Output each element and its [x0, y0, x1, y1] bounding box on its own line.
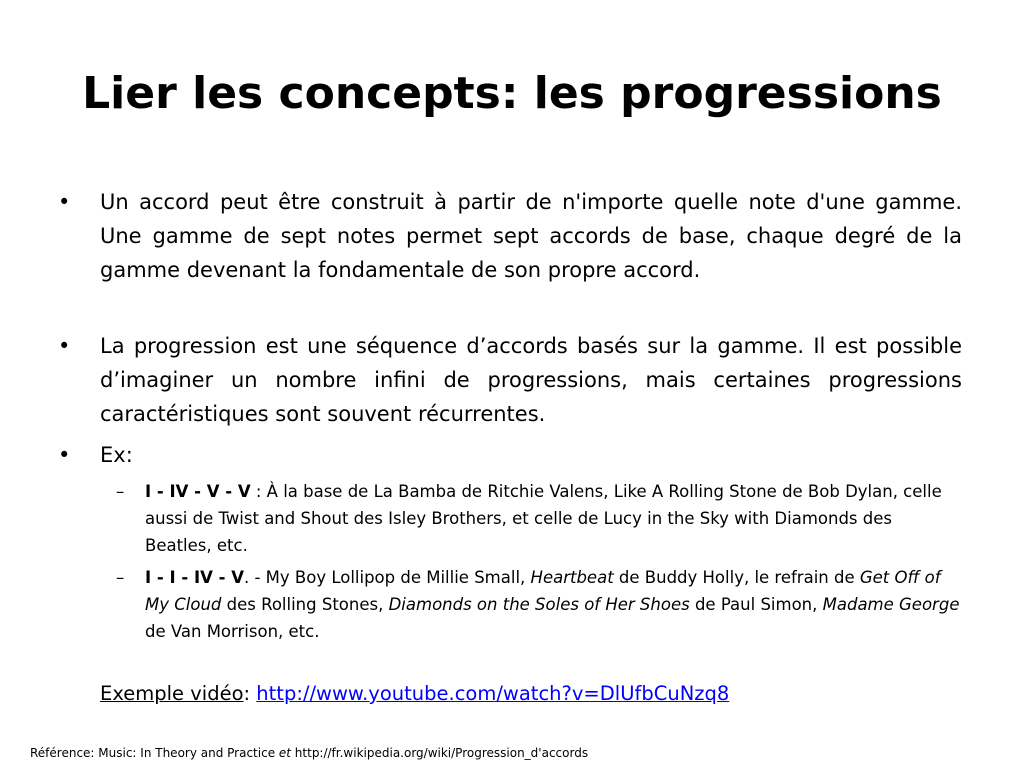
chord-progression: I - IV - V - V — [145, 482, 251, 501]
bullet-marker: • — [58, 334, 71, 358]
reference-connector: et — [278, 746, 291, 760]
sub-bullet-marker: – — [116, 482, 125, 501]
sub-bullet-item — [116, 564, 963, 645]
bullet-marker: • — [58, 443, 71, 467]
bullet-item — [58, 185, 962, 287]
sub-bullet-text: : À la base de La Bamba de Ritchie Valens, Like A Rolling Stone de Bob Dylan, celle aussi de Twist and Shout des Isley Brothers, et celle de Lucy in the Sky with Diamonds des Beatles, etc. — [145, 482, 942, 555]
sub-bullet-text: . - My Boy Lollipop de Millie Small, — [243, 568, 531, 587]
sub-bullet-text: de Paul Simon, — [689, 595, 823, 614]
bullet-item — [58, 438, 962, 472]
song-title: Madame George — [822, 595, 960, 614]
bullet-marker: • — [58, 190, 71, 214]
slide-title: Lier les concepts: les progressions — [82, 68, 942, 119]
bullet-item — [58, 329, 962, 431]
reference-footnote — [30, 745, 588, 761]
sub-bullet-item — [116, 478, 963, 559]
song-title: Get Off of My Cloud — [145, 568, 941, 614]
video-link[interactable]: http://www.youtube.com/watch?v=DlUfbCuNzq8 — [256, 682, 730, 705]
sub-bullet-text: des Rolling Stones, — [221, 595, 389, 614]
song-title: Diamonds on the Soles of Her Shoes — [388, 595, 690, 614]
reference-url: http://fr.wikipedia.org/wiki/Progression_d'accords — [290, 746, 589, 760]
bullet-text: Ex: — [100, 443, 133, 467]
bullet-text: La progression est une séquence d’accords basés sur la gamme. Il est possible d’imaginer un nombre infini de progressions, mais certaines progressions caractéristiques sont souvent récurrentes. — [100, 334, 962, 426]
video-separator: : — [243, 682, 257, 705]
video-example — [100, 677, 729, 711]
sub-bullet-text: de Van Morrison, etc. — [145, 622, 320, 641]
bullet-text: Un accord peut être construit à partir de n'importe quelle note d'une gamme. Une gamme de sept notes permet sept accords de base, chaque degré de la gamme devenant la fondamentale de son propre accord. — [100, 190, 962, 282]
reference-text: Référence: Music: In Theory and Practice — [30, 746, 279, 760]
sub-bullet-marker: – — [116, 568, 125, 587]
song-title: Heartbeat — [530, 568, 614, 587]
sub-bullet-text: de Buddy Holly, le refrain de — [613, 568, 860, 587]
video-label: Exemple vidéo — [100, 682, 244, 705]
chord-progression: I - I - IV - V — [145, 568, 244, 587]
